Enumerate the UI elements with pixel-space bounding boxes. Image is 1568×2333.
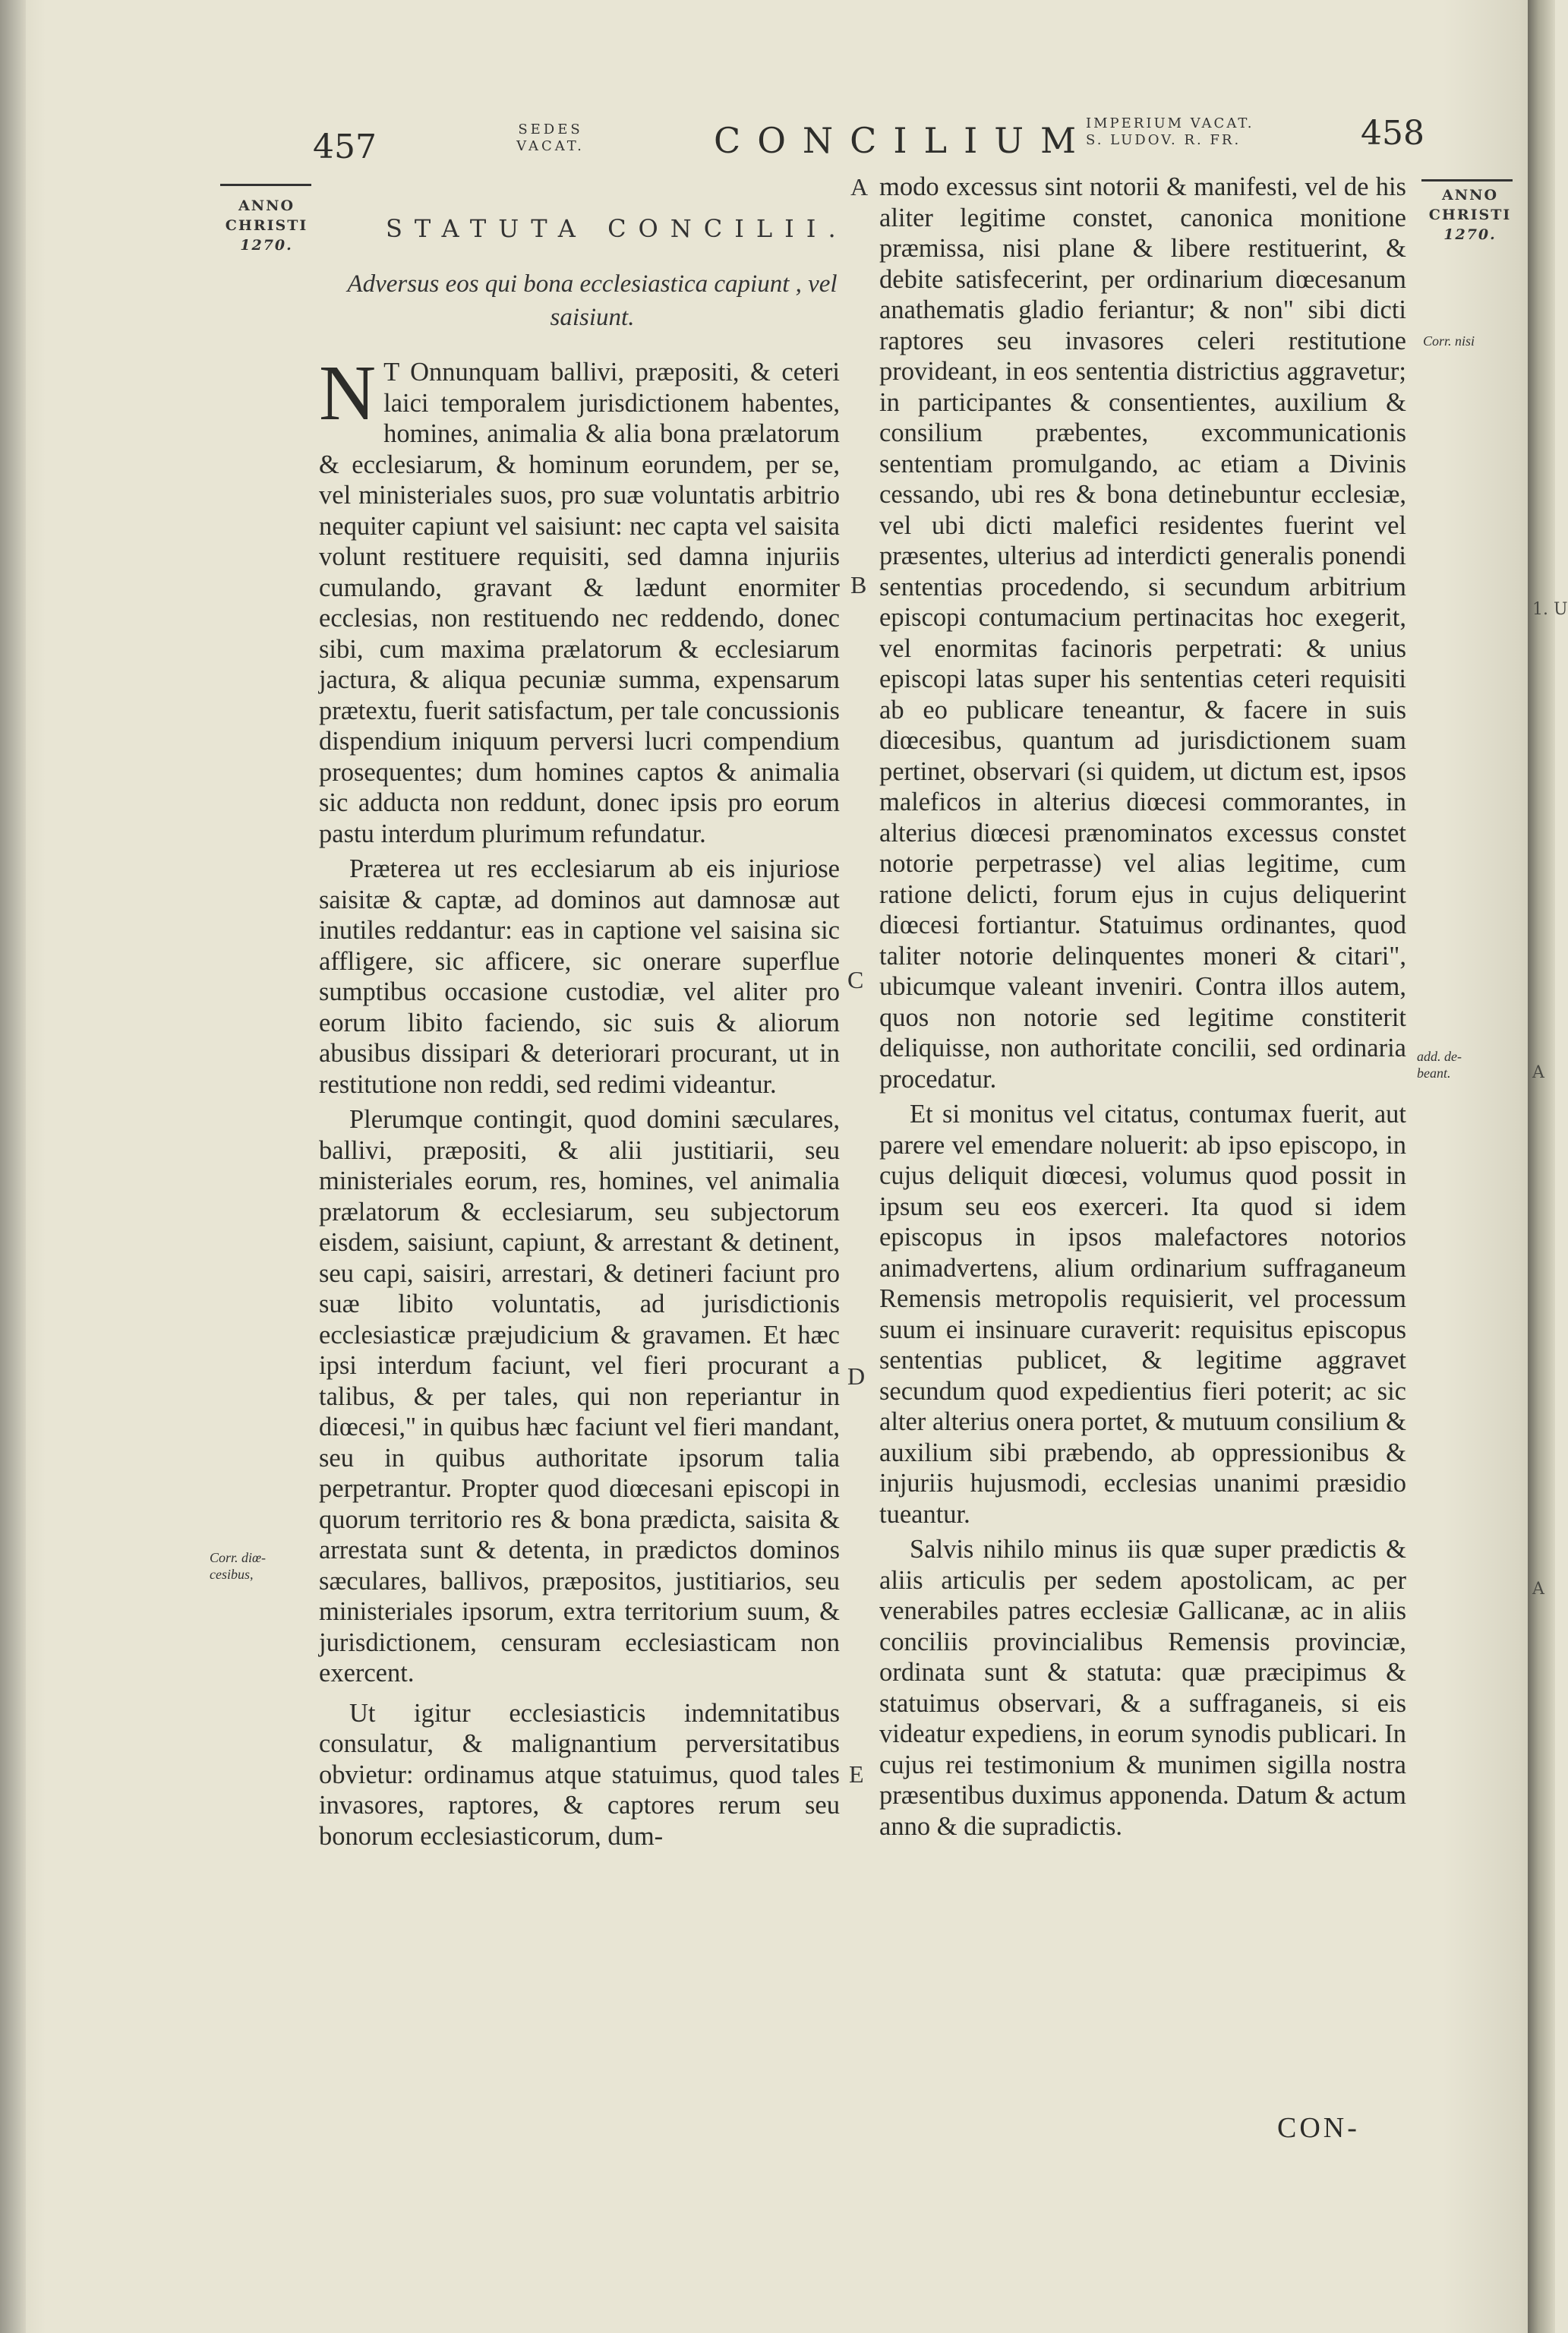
anno-right-line2: CHRISTI: [1428, 207, 1512, 223]
section-title: STATUTA CONCILII.: [386, 214, 848, 243]
paragraph-1-text: T Onnunquam ballivi, præpositi, & ceteri laici temporalem jurisdictionem habentes, homines, animalia & alia bona prælatorum & ecclesiarum, & hominum eorundem, per se, vel ministeriales suos, pro suæ voluntatis arbitrio nequiter capiunt vel saisiunt: nec capta vel saisita volunt restituere requisiti, sed damna injuriis cumulando, gravant & lædunt enormiter ecclesias, non restituendo nec reddendo, donec sibi, cum maxima prælatorum & ecclesiarum jactura, & aliqua pecuniæ summa, expensarum prætextu, fuerit satisfactum, per tale concussionis dispendium iniquum perversi lucri compendium prosequentes; dum homines captos & animalia sic adducta non reddunt, donec ipsis pro eorum pastu interdum plurimum refundatur.: [319, 358, 840, 848]
right-column: [879, 172, 1406, 1842]
margin-note-left-line1: Corr. diœ-: [210, 1550, 267, 1565]
anno-christi-right: [1417, 185, 1523, 245]
anno-right-year: 1270.: [1443, 226, 1497, 243]
drop-cap: N: [319, 349, 377, 437]
paragraph-2: Præterea ut res ecclesiarum ab eis injuriose saisitæ & captæ, ad dominos aut damnosæ aut inutiles reddantur: eas in captione vel saisina sic affligere, sic afficere, sic onerare superflue sumptibus occasione custodiæ, vel aliter pro eorum libito faciendo, sic suis & aliorum abusibus dissipari & deteriorari procurant, ut in restitutione non reddi, sed redimi videantur.: [319, 854, 840, 1099]
margin-note-left: [210, 1549, 316, 1583]
running-title: CONCILIUM: [714, 120, 1093, 161]
right-paragraph-3: Salvis nihilo minus iis quæ super prædictis & aliis articulis per sedem apostolicam, ac per venerabiles patres ecclesiæ Gallicanæ, ac in aliis conciliis provincialibus Remensis provinciæ, ordinata sunt & statuta: quæ præcipimus & statuimus observari, & a suffraganeis, si eis videatur expediens, in eorum synodis publicari. In cujus rei testimonium & munimen sigilla nostra præsentibus duximus apponenda. Datum & actum anno & die supradictis.: [879, 1535, 1406, 1841]
anno-christi-left: [210, 196, 323, 255]
anno-left-line1: ANNO: [238, 197, 295, 214]
margin-note-right-add: [1417, 1048, 1516, 1081]
margin-note-right-add-line2: beant.: [1417, 1065, 1451, 1081]
header-right-line2: S. LUDOV. R. FR.: [1086, 132, 1241, 148]
paragraph-3: Plerumque contingit, quod domini sæculares, ballivi, præpositi, & alii justitiarii, seu ministeriales eorum, res, homines, vel animalia prælatorum & ecclesiarum, seu subjectorum eisdem, saisiunt, capiunt, & arrestant & detinent, seu capi, saisiri, arrestari, & detineri faciunt pro suæ libito voluntatis, ad jurisdictionis ecclesiasticæ præjudicium & gravamen. Et hæc ipsi interdum faciunt, vel fieri procurant a talibus, & per tales, qui non reperiantur in diœcesi," in quibus hæc faciunt vel fieri mandant, seu in quibus authoritate ipsorum talia perpetrantur. Propter quod diœcesani episcopi in quorum territorio res & bona prædicta, saisita & arrestata sunt & detenta, in prædictos dominos sæculares, ballivos, præpositos, justitiarios, seu ministeriales ipsorum, extra territorium suum, & jurisdictionem, censuram ecclesiasticam non exercent.: [319, 1105, 840, 1687]
header-sedes-vacat: [494, 122, 607, 155]
header-imperium-vacat: [1086, 115, 1306, 149]
anno-right-line1: ANNO: [1441, 187, 1499, 204]
marker-a: A: [850, 173, 869, 200]
margin-note-left-line2: cesibus,: [210, 1567, 254, 1582]
adjacent-page-edge: 1. U A A: [1528, 0, 1555, 2333]
right-paragraph-2: Et si monitus vel citatus, contumax fuerit, aut parere vel emendare noluerit: ab ipso episcopo, in cujus deliquit diœcesi, volumus quod possit in ipsum seu eos exerceri. Ita quod si idem episcopus in ipsos malefactores notorios animadvertens, alium ordinarium suffraganeum Remensis metropolis requisierit, vel processum suum ei insinuare curaverit: requisitus episcopus sententias publicet, & legitime aggravet secundum quod expedientius fieri poterit; ac sic alter alterius onera portet, & mutuum consilium & auxilium sibi præbendo, ab oppressionibus & injuriis hujusmodi, ecclesias unanimi præsidio tueantur.: [879, 1100, 1406, 1529]
catchword: CON-: [1277, 2112, 1360, 2144]
anno-left-year: 1270.: [240, 237, 293, 254]
paragraph-4: Ut igitur ecclesiasticis indemnitatibus consulatur, & malignantium perversitatibus obvietur: ordinamus atque statuimus, quod tales invasores, raptores, & captores rerum seu bonorum ecclesiasticorum, dum-: [319, 1698, 840, 1851]
marker-d: D: [847, 1362, 866, 1390]
left-column: [319, 349, 840, 1852]
margin-note-right-add-line1: add. de-: [1417, 1049, 1462, 1064]
page-number-right: 458: [1361, 114, 1424, 153]
header-right-line1: IMPERIUM VACAT.: [1086, 115, 1254, 131]
anno-left-line2: CHRISTI: [225, 217, 308, 234]
right-paragraph-1: modo excessus sint notorii & manifesti, vel de his aliter legitime constet, canonica monitione præmissa, nisi plane & libere restituerint, & debite satisfecerint, per ordinarium diœcesanum anathematis gladio feriantur; & non" sibi dicti raptores seu invasores celeri restitutione provideant, in eos sententia districtius aggravetur; in participantes & consentientes, auxilium & consilium præbentes, excommunicationis sententiam promulgando, ac etiam a Divinis cessando, ubi res & bona detinebuntur ecclesiæ, vel ubi dicti malefici residentes fuerint vel præsentes, ulterius ad interdicti generalis ponendi sententias procedendo, si secundum arbitrium episcopi contumacium pertinacitas hoc exegerit, vel enormitas facinoris perpetrati: & unius episcopi latas super his sententias ceteri requisiti ab eo publicare teneantur, & facere in suis diœcesibus, quantum ad jurisdictionem suam pertinet, observari (si quidem, ut dictum est, ipsos maleficos in alterius diœcesi commorantes, in alterius diœcesi prænominatos excessus constet notorie perpetrasse) vel alias legitime, cum ratione delicti, forum ejus in cujus deliquerint diœcesi fortiantur. Statuimus ordinantes, quod taliter notorie delinquentes moneri & citari", ubicumque valeant inveniri. Contra illos autem, quos non notorie sed legitime constiterit deliquisse, non authoritate concilii, sed ordinaria procedatur.: [879, 172, 1406, 1094]
marker-b: B: [850, 571, 867, 598]
header-left-line1: SEDES: [518, 122, 583, 137]
marker-e: E: [849, 1760, 864, 1788]
paragraph-1: [319, 349, 840, 849]
header-left-line2: VACAT.: [516, 138, 585, 154]
book-gutter: [0, 0, 26, 2333]
anno-rule-left: [220, 184, 311, 186]
anno-rule-right: [1421, 179, 1513, 182]
page-number-left: 457: [313, 128, 377, 166]
subheading: Adversus eos qui bona ecclesiastica capiunt , vel saisiunt.: [347, 270, 838, 331]
marker-c: C: [847, 966, 864, 993]
margin-note-right-corr: Corr. nisi: [1423, 333, 1475, 349]
